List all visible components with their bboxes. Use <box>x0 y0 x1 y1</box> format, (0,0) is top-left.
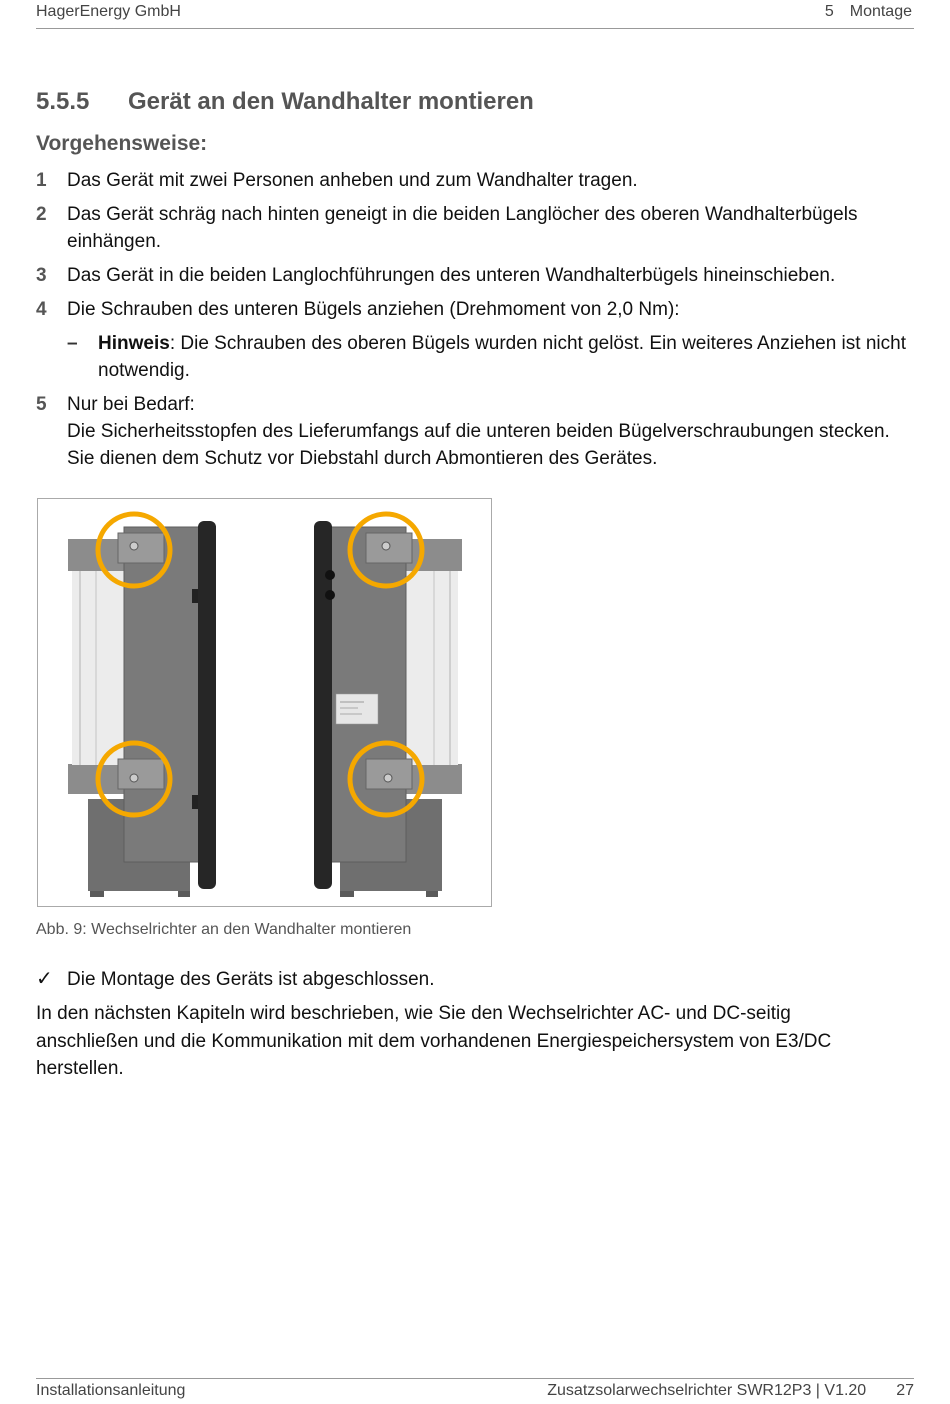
section-heading <box>36 88 534 116</box>
company-name: HagerEnergy GmbH <box>36 3 181 20</box>
step-number: 2 <box>36 204 47 225</box>
step-text: Das Gerät schräg nach hinten geneigt in die beiden Langlöcher des oberen Wandhalterbügels einhängen. <box>67 204 858 252</box>
note-text: : Die Schrauben des oberen Bügels wurden nicht gelöst. Ein weiteres Anziehen ist nicht notwendig. <box>98 333 906 381</box>
step-number: 1 <box>36 170 47 191</box>
step-text: Die Schrauben des unteren Bügels anziehen (Drehmoment von 2,0 Nm): <box>67 299 680 320</box>
figure-caption: Abb. 9: Wechselrichter an den Wandhalter montieren <box>36 921 412 938</box>
chapter-number: 5 <box>824 3 834 20</box>
note-label: Hinweis <box>98 333 170 354</box>
result-line <box>36 966 435 993</box>
footer-divider <box>36 1378 914 1379</box>
step-4 <box>36 296 916 323</box>
dash-bullet: – <box>67 333 78 354</box>
inverter-left-side-view <box>68 521 216 897</box>
step-text-line1: Nur bei Bedarf: <box>67 394 195 415</box>
step-1 <box>36 167 916 194</box>
step-4-note <box>36 330 916 384</box>
footer-doc-type: Installationsanleitung <box>36 1382 186 1399</box>
step-number: 4 <box>36 299 47 320</box>
step-5 <box>36 391 916 472</box>
step-3 <box>36 262 916 289</box>
step-number: 3 <box>36 265 47 286</box>
footer-product: Zusatzsolarwechselrichter SWR12P3 | V1.20 <box>547 1382 867 1399</box>
inverter-right-side-view <box>314 521 462 897</box>
header-divider <box>36 28 914 29</box>
step-text: Das Gerät in die beiden Langlochführungen des unteren Wandhalterbügels hineinschieben. <box>67 265 836 286</box>
section-number: 5.5.5 <box>36 88 90 115</box>
chapter-title: Montage <box>849 3 912 20</box>
page-number: 27 <box>896 1382 914 1399</box>
chapter-info <box>825 3 912 21</box>
step-text-line2: Die Sicherheitsstopfen des Lieferumfangs auf die unteren beiden Bügelverschraubungen stecken. Sie dienen dem Schutz vor Diebstahl durch Abmontieren des Gerätes. <box>67 421 890 469</box>
inverter-illustration <box>38 499 491 906</box>
procedure-label: Vorgehensweise: <box>36 132 208 155</box>
section-title: Gerät an den Wandhalter montieren <box>128 88 534 115</box>
figure-inverter-mounting <box>37 498 492 907</box>
footer-product-info <box>547 1382 914 1400</box>
step-list <box>36 167 916 479</box>
check-icon: ✓ <box>36 968 53 990</box>
next-chapters-paragraph: In den nächsten Kapiteln wird beschrieben, wie Sie den Wechselrichter AC- und DC-seitig anschließen und die Kommunikation mit dem vorhandenen Energiespeichersystem von E3/DC herstellen. <box>36 1003 832 1079</box>
step-number: 5 <box>36 394 47 415</box>
step-2 <box>36 201 916 255</box>
result-text: Die Montage des Geräts ist abgeschlossen. <box>67 969 435 990</box>
step-text: Das Gerät mit zwei Personen anheben und zum Wandhalter tragen. <box>67 170 638 191</box>
